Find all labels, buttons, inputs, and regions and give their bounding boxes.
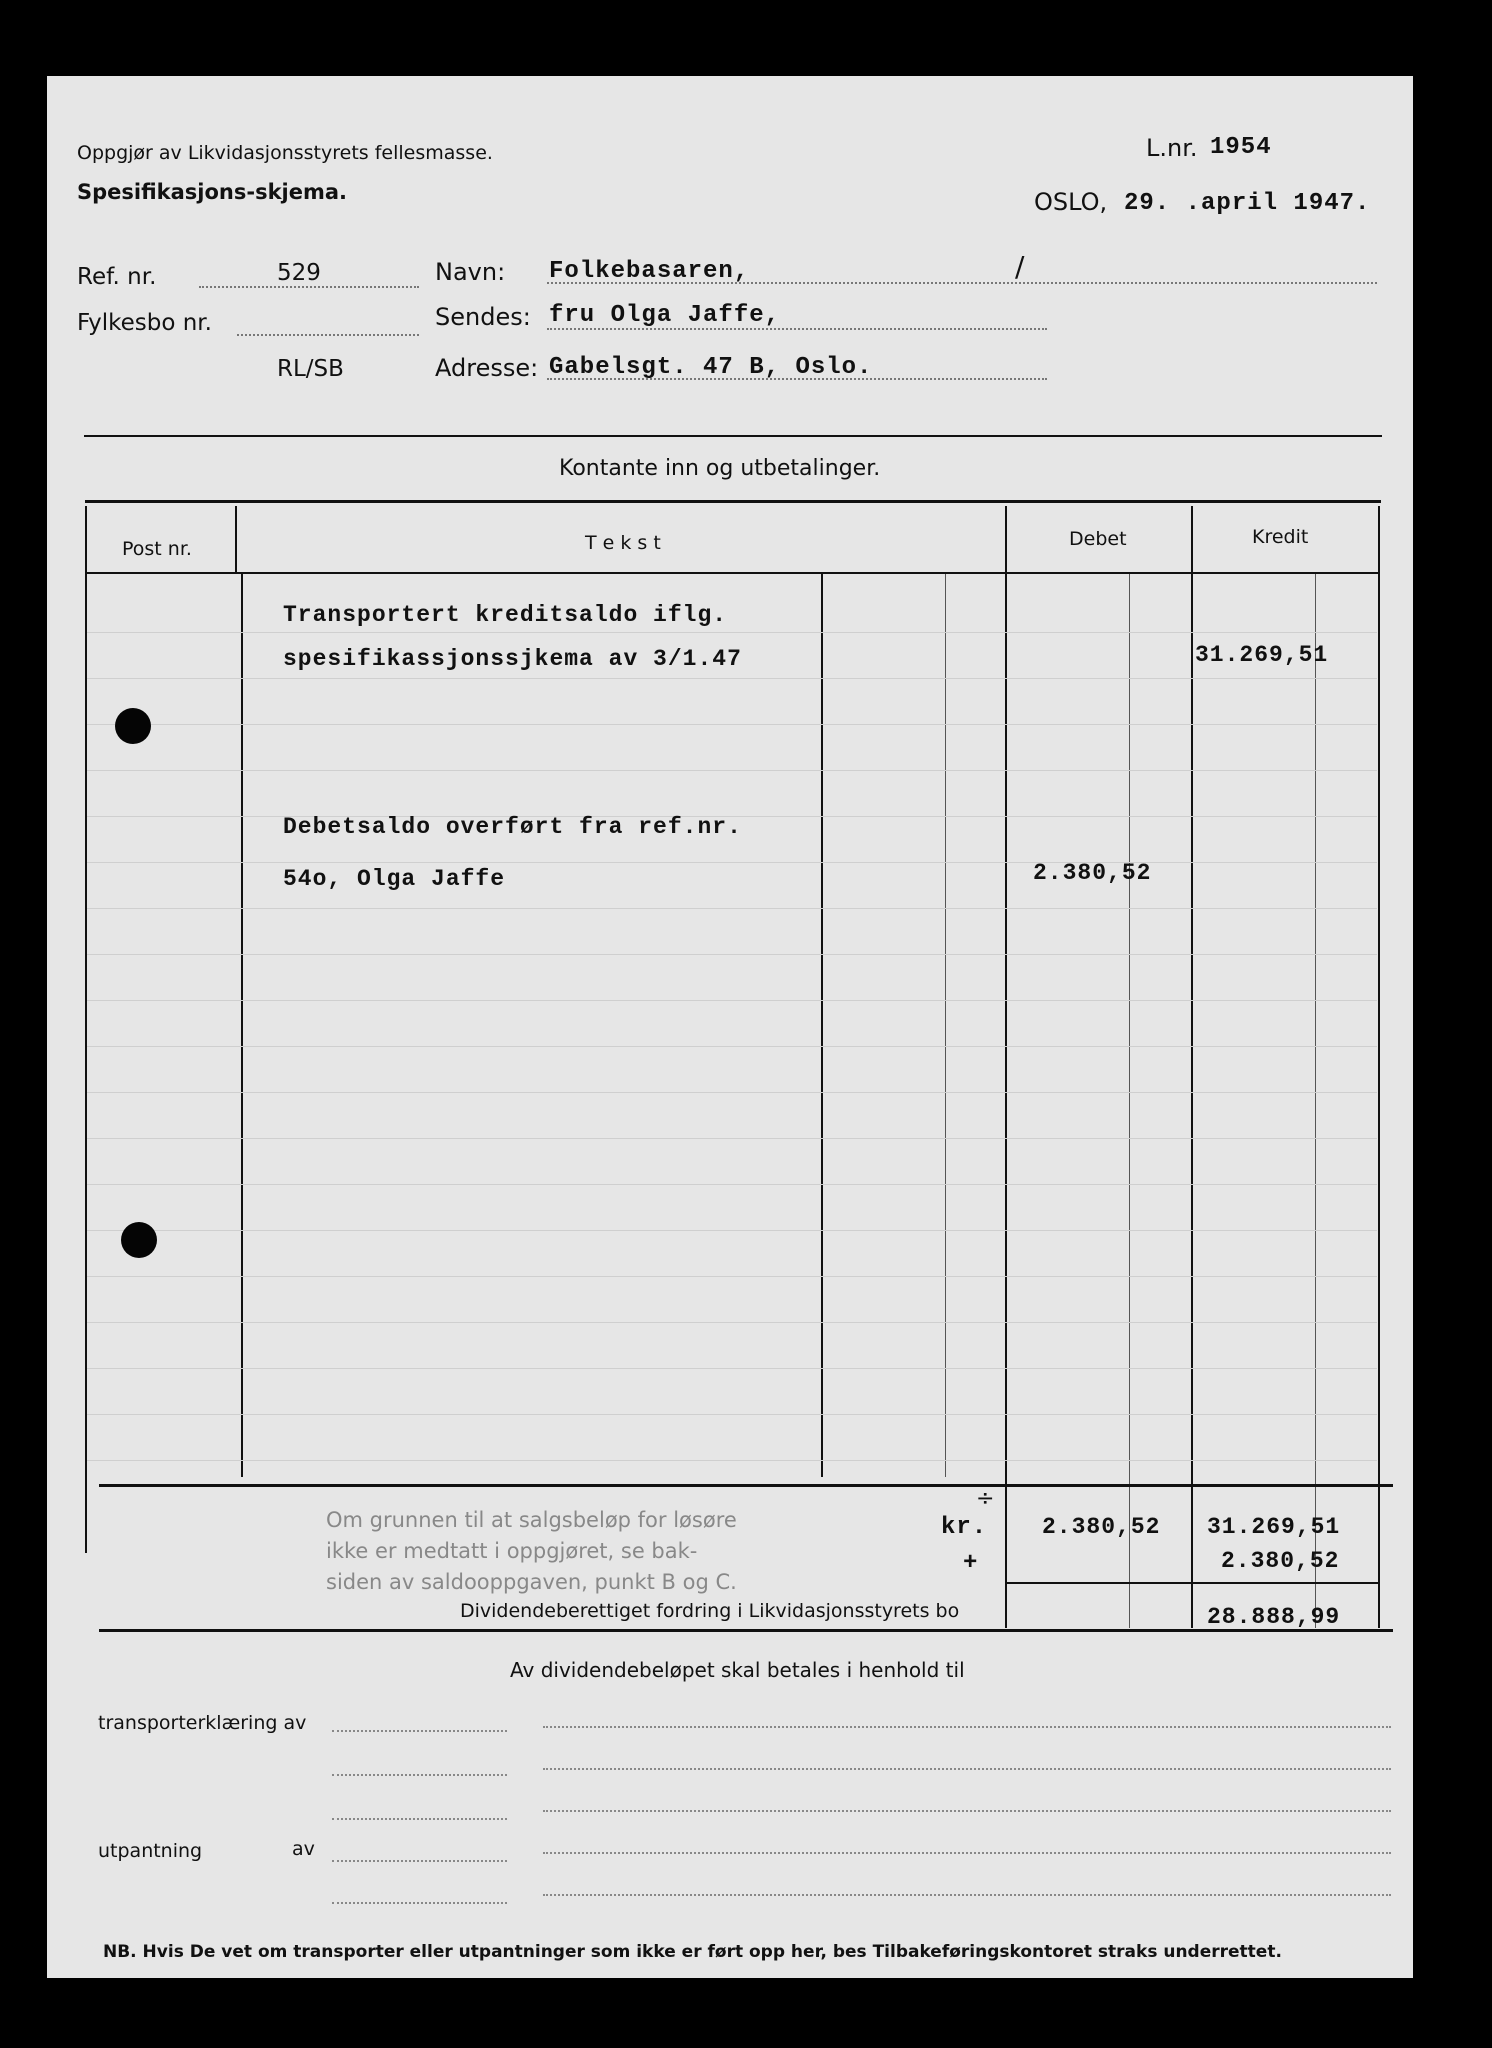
footer-label: Dividendeberettiget fordring i Likvidasjonsstyrets bo xyxy=(460,1600,960,1622)
entry-2-line-1: Debetsaldo overført fra ref.nr. xyxy=(283,814,742,840)
entry-2-line-2: 54o, Olga Jaffe xyxy=(283,866,506,892)
date-place: OSLO, xyxy=(1034,188,1108,216)
lnr-label: L.nr. xyxy=(1146,134,1198,162)
dividend-text: Av dividendebeløpet skal betales i henhold til xyxy=(510,1658,965,1682)
lnr-value: 1954 xyxy=(1210,134,1272,161)
document-page xyxy=(47,76,1413,1978)
adresse-value: Gabelsgt. 47 B, Oslo. xyxy=(549,354,873,381)
punch-hole xyxy=(121,1222,157,1258)
org-title: Oppgjør av Likvidasjonsstyrets fellesmasse. xyxy=(77,142,493,164)
ref-value: 529 xyxy=(277,260,321,286)
footer-debet: 2.380,52 xyxy=(1042,1514,1161,1540)
footer-total: 28.888,99 xyxy=(1207,1604,1341,1630)
notice-text: NB. Hvis De vet om transporter eller utpantninger som ikke er ført opp her, bes Tilbakeføringskontoret straks underrettet. xyxy=(103,1942,1282,1962)
punch-hole xyxy=(115,708,151,744)
initials: RL/SB xyxy=(277,356,344,382)
transport-label: transporterklæring av xyxy=(98,1712,307,1734)
section-title: Kontante inn og utbetalinger. xyxy=(559,456,881,481)
header-debet: Debet xyxy=(1069,528,1127,550)
slash-mark: / xyxy=(1015,250,1025,283)
kr-label: kr. xyxy=(941,1514,988,1541)
divide-sign: ÷ xyxy=(976,1486,995,1511)
entry-2-debet: 2.380,52 xyxy=(1033,860,1152,886)
footer-kredit-1: 31.269,51 xyxy=(1207,1514,1341,1540)
plus-sign: + xyxy=(963,1550,979,1577)
navn-label: Navn: xyxy=(435,258,506,286)
footer-note-3: siden av saldooppgaven, punkt B og C. xyxy=(326,1570,737,1594)
form-title: Spesifikasjons-skjema. xyxy=(77,180,348,204)
header-kredit: Kredit xyxy=(1252,526,1309,548)
fylkesbo-label: Fylkesbo nr. xyxy=(77,310,212,336)
footer-note-2: ikke er medtatt i oppgjøret, se bak- xyxy=(326,1539,698,1563)
utpantning-label: utpantning xyxy=(98,1840,203,1862)
entry-1-line-1: Transportert kreditsaldo iflg. xyxy=(283,602,728,628)
sendes-value: fru Olga Jaffe, xyxy=(549,302,781,329)
date-value: 29. .april 1947. xyxy=(1124,190,1371,217)
header-post: Post nr. xyxy=(122,538,192,560)
av-label: av xyxy=(292,1838,315,1860)
ref-label: Ref. nr. xyxy=(77,264,157,290)
adresse-label: Adresse: xyxy=(435,354,539,382)
header-tekst: T e k s t xyxy=(585,532,661,554)
entry-1-kredit: 31.269,51 xyxy=(1195,642,1329,668)
footer-note-1: Om grunnen til at salgsbeløp for løsøre xyxy=(326,1508,737,1532)
sendes-label: Sendes: xyxy=(435,303,531,331)
footer-kredit-2: 2.380,52 xyxy=(1221,1548,1340,1574)
navn-value: Folkebasaren, xyxy=(549,258,750,285)
entry-1-line-2: spesifikassjonssjkema av 3/1.47 xyxy=(283,646,742,672)
